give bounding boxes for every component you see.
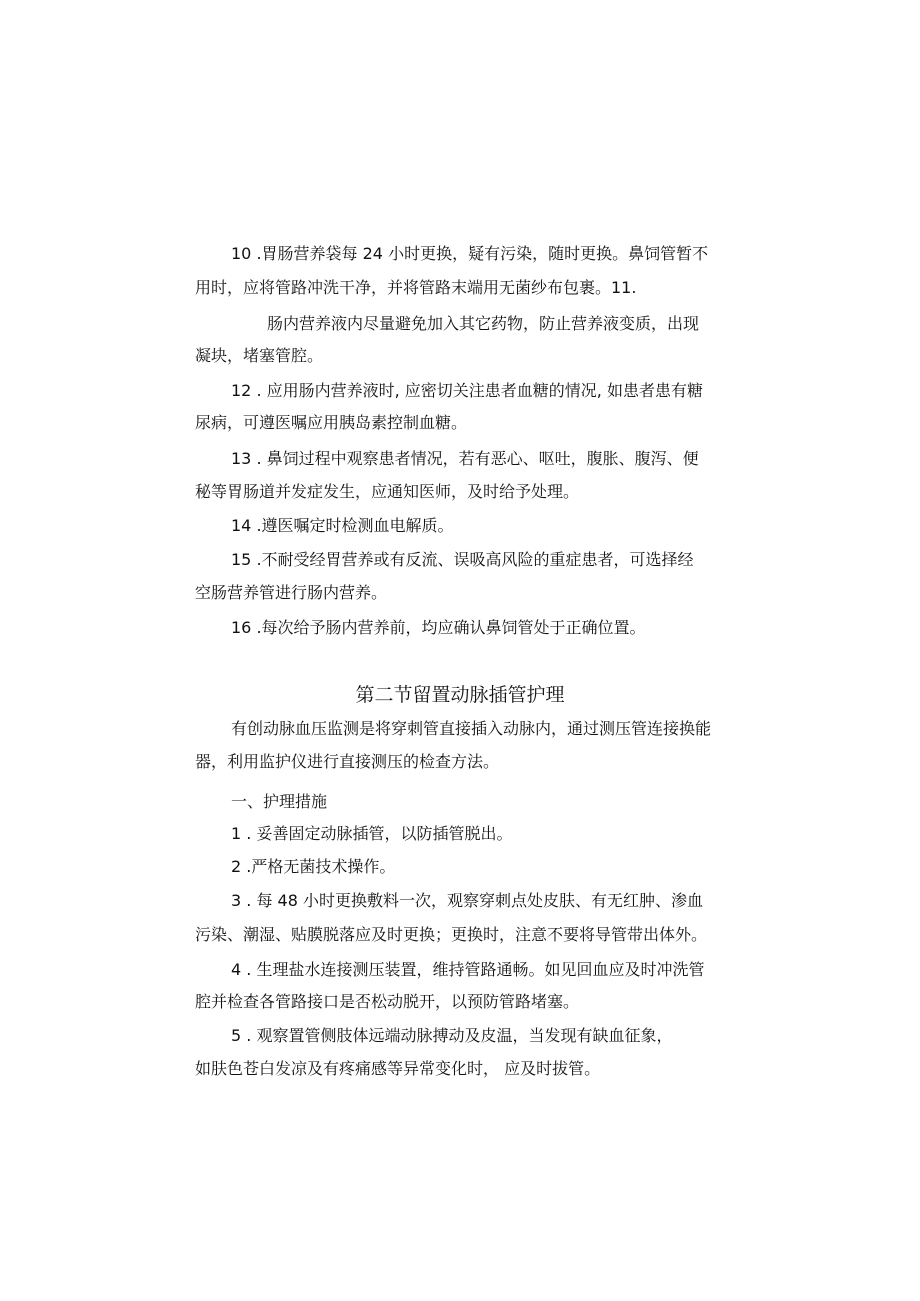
measure-4-line-1: 4 . 生理盐水连接测压装置，维持管路通畅。如见回血应及时冲洗管 [231, 960, 705, 979]
item-15-line-2: 空肠营养管进行肠内营养。 [195, 583, 388, 602]
intro-line-2: 器，利用监护仪进行直接测压的检查方法。 [195, 752, 500, 771]
item-11-line-1: 肠内营养液内尽量避免加入其它药物，防止营养液变质，出现 [267, 314, 700, 333]
measure-3-line-2: 污染、潮湿、贴膜脱落应及时更换；更换时，注意不要将导管带出体外。 [195, 925, 708, 944]
measure-5-line-1: 5 . 观察置管侧肢体远端动脉搏动及皮温，当发现有缺血征象， [231, 1026, 673, 1045]
item-10-line-1: 10 .胃肠营养袋每 24 小时更换，疑有污染，随时更换。鼻饲管暂不 [231, 244, 709, 263]
section-title: 第二节留置动脉插管护理 [355, 684, 565, 706]
item-13-line-1: 13 . 鼻饲过程中观察患者情况，若有恶心、呕吐，腹胀、腹泻、便 [231, 449, 699, 468]
measure-4-line-2: 腔并检查各管路接口是否松动脱开，以预防管路堵塞。 [195, 992, 580, 1011]
item-12-line-2: 尿病，可遵医嘱应用胰岛素控制血糖。 [195, 413, 468, 432]
item-11-line-2: 凝块，堵塞管腔。 [195, 346, 324, 365]
measure-3-line-1: 3 . 每 48 小时更换敷料一次，观察穿刺点处皮肤、有无红肿、渗血 [231, 891, 703, 910]
intro-line-1: 有创动脉血压监测是将穿刺管直接插入动脉内，通过测压管连接换能 [231, 719, 712, 738]
measure-5-line-2: 如肤色苍白发凉及有疼痛感等异常变化时， 应及时拔管。 [195, 1059, 601, 1078]
measure-1-line-1: 1 . 妥善固定动脉插管，以防插管脱出。 [231, 824, 513, 843]
measure-2-line-1: 2 .严格无菌技术操作。 [231, 857, 396, 876]
item-10-line-2: 用时，应将管路冲洗干净，并将管路末端用无菌纱布包裹。11. [195, 278, 637, 297]
item-13-line-2: 秘等胃肠道并发症发生，应通知医师，及时给予处理。 [195, 482, 580, 501]
subheading-nursing-measures: 一、护理措施 [231, 792, 328, 811]
item-15-line-1: 15 .不耐受经胃营养或有反流、误吸高风险的重症患者，可选择经 [231, 550, 694, 569]
item-14-line-1: 14 .遵医嘱定时检测血电解质。 [231, 516, 454, 535]
item-12-line-1: 12 . 应用肠内营养液时, 应密切关注患者血糖的情况, 如患者患有糖 [231, 381, 703, 400]
item-16-line-1: 16 .每次给予肠内营养前，均应确认鼻饲管处于正确位置。 [231, 618, 646, 637]
